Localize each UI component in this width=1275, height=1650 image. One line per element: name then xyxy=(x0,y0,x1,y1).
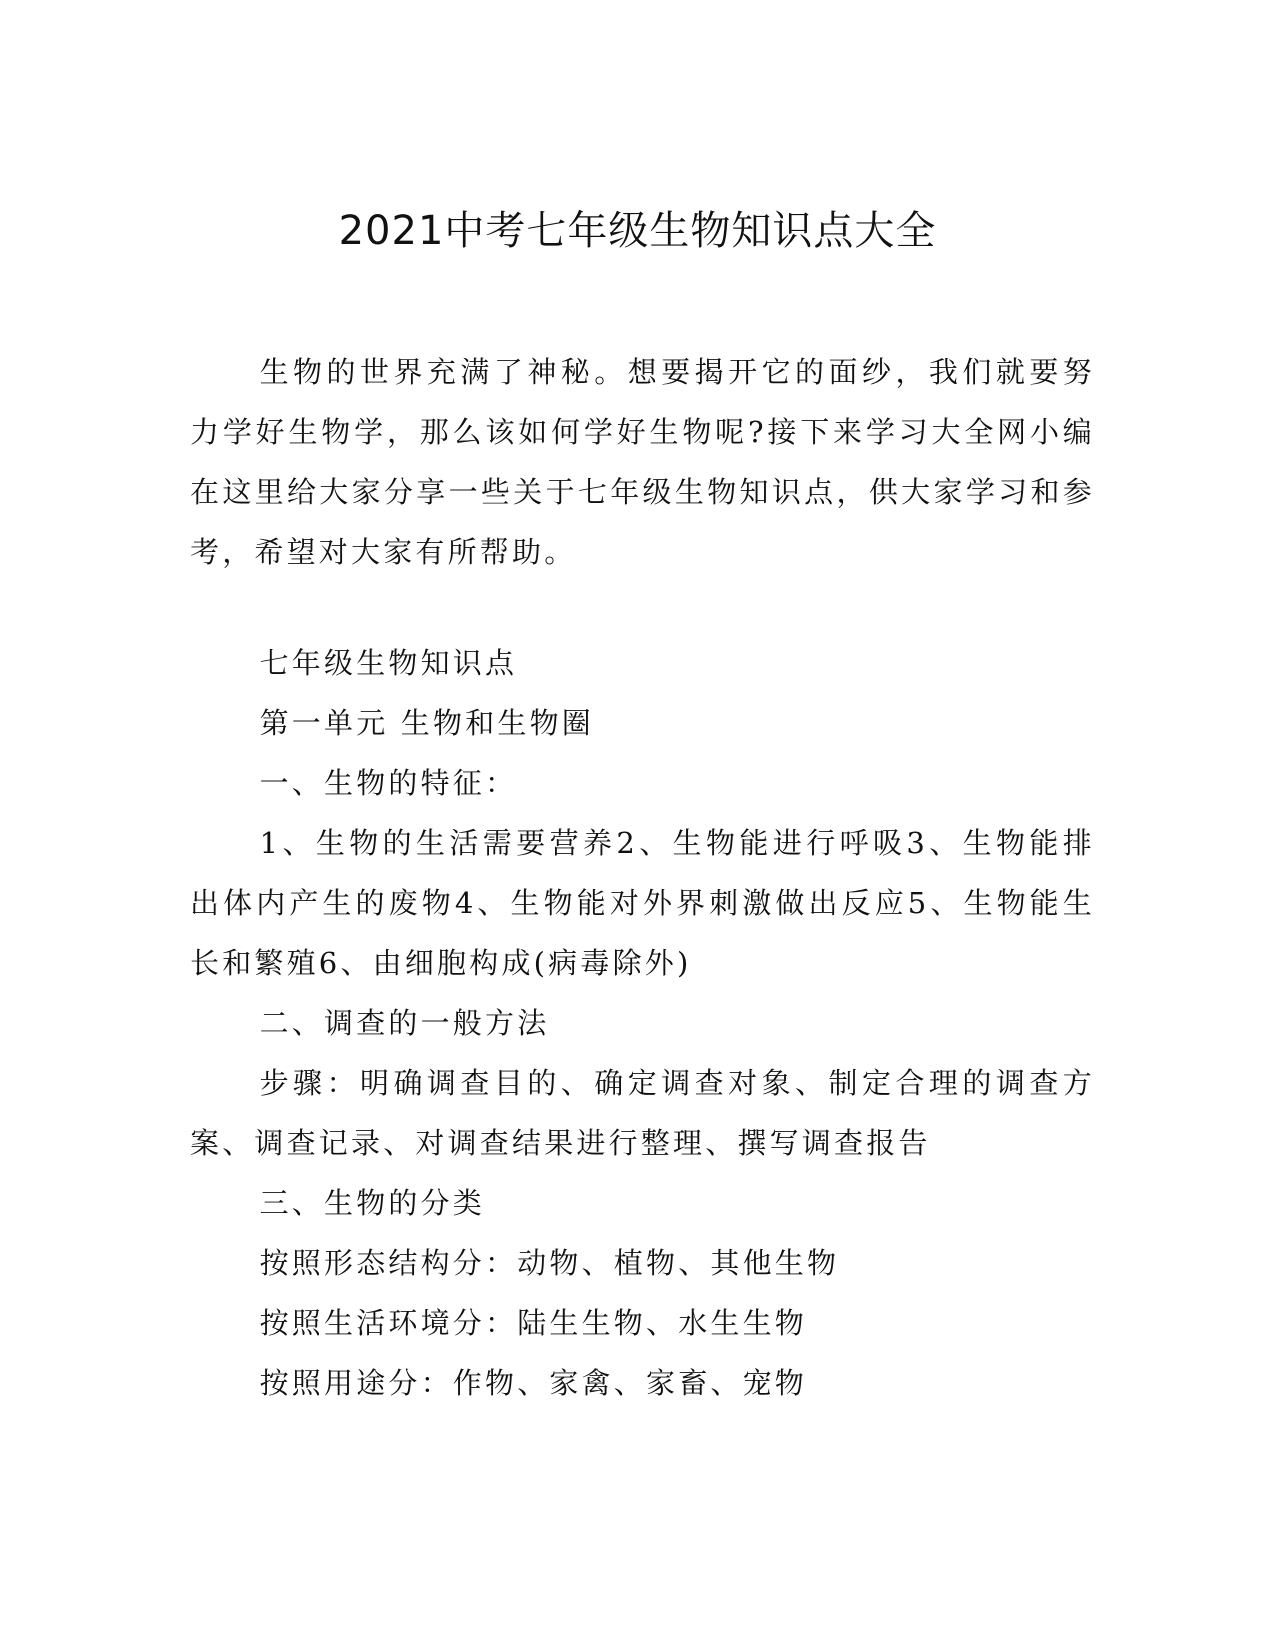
document-title: 2021中考七年级生物知识点大全 xyxy=(338,208,937,254)
section-heading: 七年级生物知识点 xyxy=(259,646,518,680)
subheading-classification: 三、生物的分类 xyxy=(259,1186,485,1220)
intro-paragraph: 生物的世界充满了神秘。想要揭开它的面纱，我们就要努力学好生物学，那么该如何学好生物呢?接下来学习大全网小编在这里给大家分享一些关于七年级生物知识点，供大家学习和参考，希望对大家有所帮助。 xyxy=(190,355,1095,569)
subheading-survey-method: 二、调查的一般方法 xyxy=(259,1006,550,1040)
content-section xyxy=(190,633,1095,1413)
intro-section xyxy=(190,342,1095,582)
paragraph-survey-steps: 步骤：明确调查目的、确定调查对象、制定合理的调查方案、调查记录、对调查结果进行整理、撰写调查报告 xyxy=(190,1066,1095,1160)
paragraph-classification-use: 按照用途分：作物、家禽、家畜、宠物 xyxy=(259,1366,807,1400)
paragraph-classification-environment: 按照生活环境分：陆生生物、水生生物 xyxy=(259,1306,807,1340)
paragraph-characteristics-list: 1、生物的生活需要营养2、生物能进行呼吸3、生物能排出体内产生的废物4、生物能对外界刺激做出反应5、生物能生长和繁殖6、由细胞构成(病毒除外) xyxy=(190,826,1095,980)
unit-heading: 第一单元 生物和生物圈 xyxy=(259,706,595,740)
subheading-characteristics: 一、生物的特征： xyxy=(259,766,518,800)
paragraph-classification-morphology: 按照形态结构分：动物、植物、其他生物 xyxy=(259,1246,840,1280)
